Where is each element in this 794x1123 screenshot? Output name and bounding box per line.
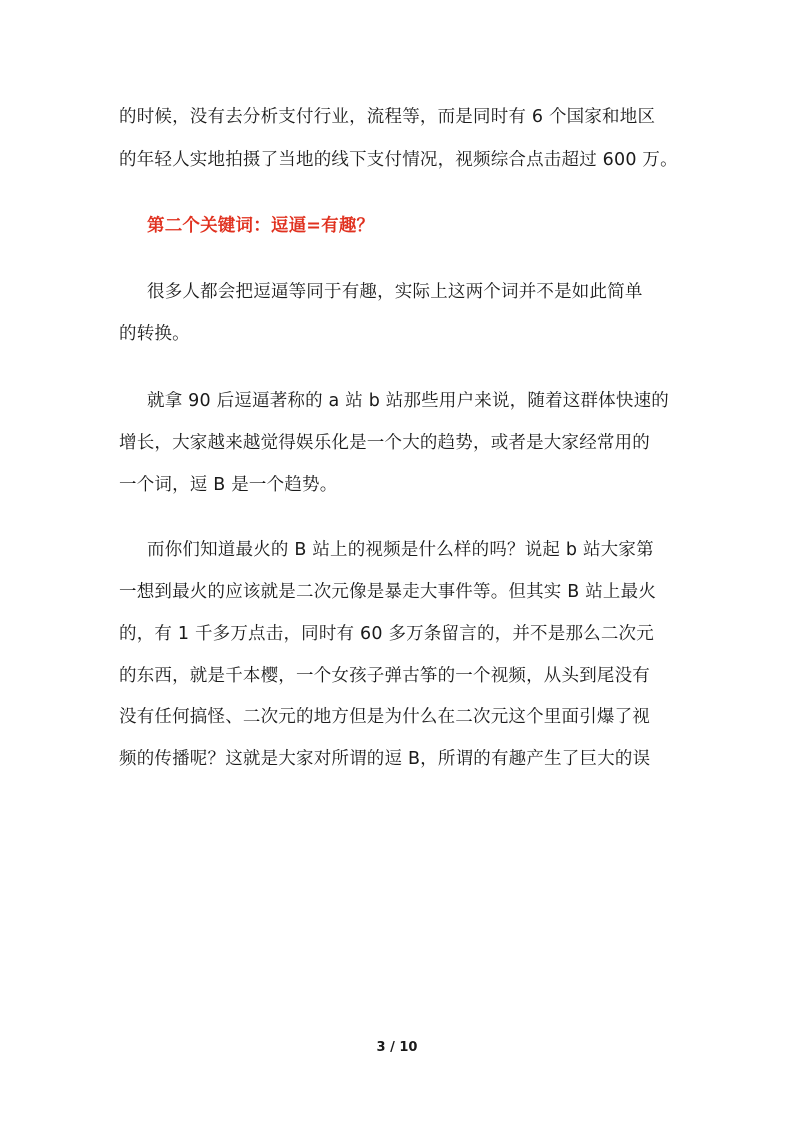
- paragraph-1-line-1: 很多人都会把逗逼等同于有趣，实际上这两个词并不是如此简单: [147, 282, 643, 302]
- paragraph-3-line-1: 而你们知道最火的 B 站上的视频是什么样的吗？说起 b 站大家第: [147, 540, 654, 560]
- intro-line-2: 的年轻人实地拍摄了当地的线下支付情况，视频综合点击超过 600 万。: [119, 150, 678, 170]
- intro-line-1: 的时候，没有去分析支付行业，流程等，而是同时有 6 个国家和地区: [119, 107, 656, 127]
- paragraph-3-line-2: 一想到最火的应该就是二次元像是暴走大事件等。但其实 B 站上最火: [119, 582, 657, 602]
- paragraph-3-line-5: 没有任何搞怪、二次元的地方但是为什么在二次元这个里面引爆了视: [119, 707, 650, 727]
- paragraph-3-line-6: 频的传播呢？这就是大家对所谓的逗 B，所谓的有趣产生了巨大的误: [119, 749, 651, 769]
- paragraph-3-line-3: 的，有 1 千多万点击，同时有 60 多万条留言的，并不是那么二次元: [119, 624, 654, 644]
- paragraph-2-line-3: 一个词，逗 B 是一个趋势。: [119, 475, 338, 495]
- paragraph-1-line-2: 的转换。: [119, 324, 190, 344]
- paragraph-3-line-4: 的东西，就是千本樱，一个女孩子弹古筝的一个视频，从头到尾没有: [119, 666, 650, 686]
- paragraph-2-line-2: 增长，大家越来越觉得娱乐化是一个大的趋势，或者是大家经常用的: [119, 433, 650, 453]
- page-number: 3 / 10: [376, 1040, 418, 1055]
- section-heading: 第二个关键词：逗逼=有趣？: [147, 216, 375, 236]
- paragraph-2-line-1: 就拿 90 后逗逼著称的 a 站 b 站那些用户来说，随着这群体快速的: [147, 391, 669, 411]
